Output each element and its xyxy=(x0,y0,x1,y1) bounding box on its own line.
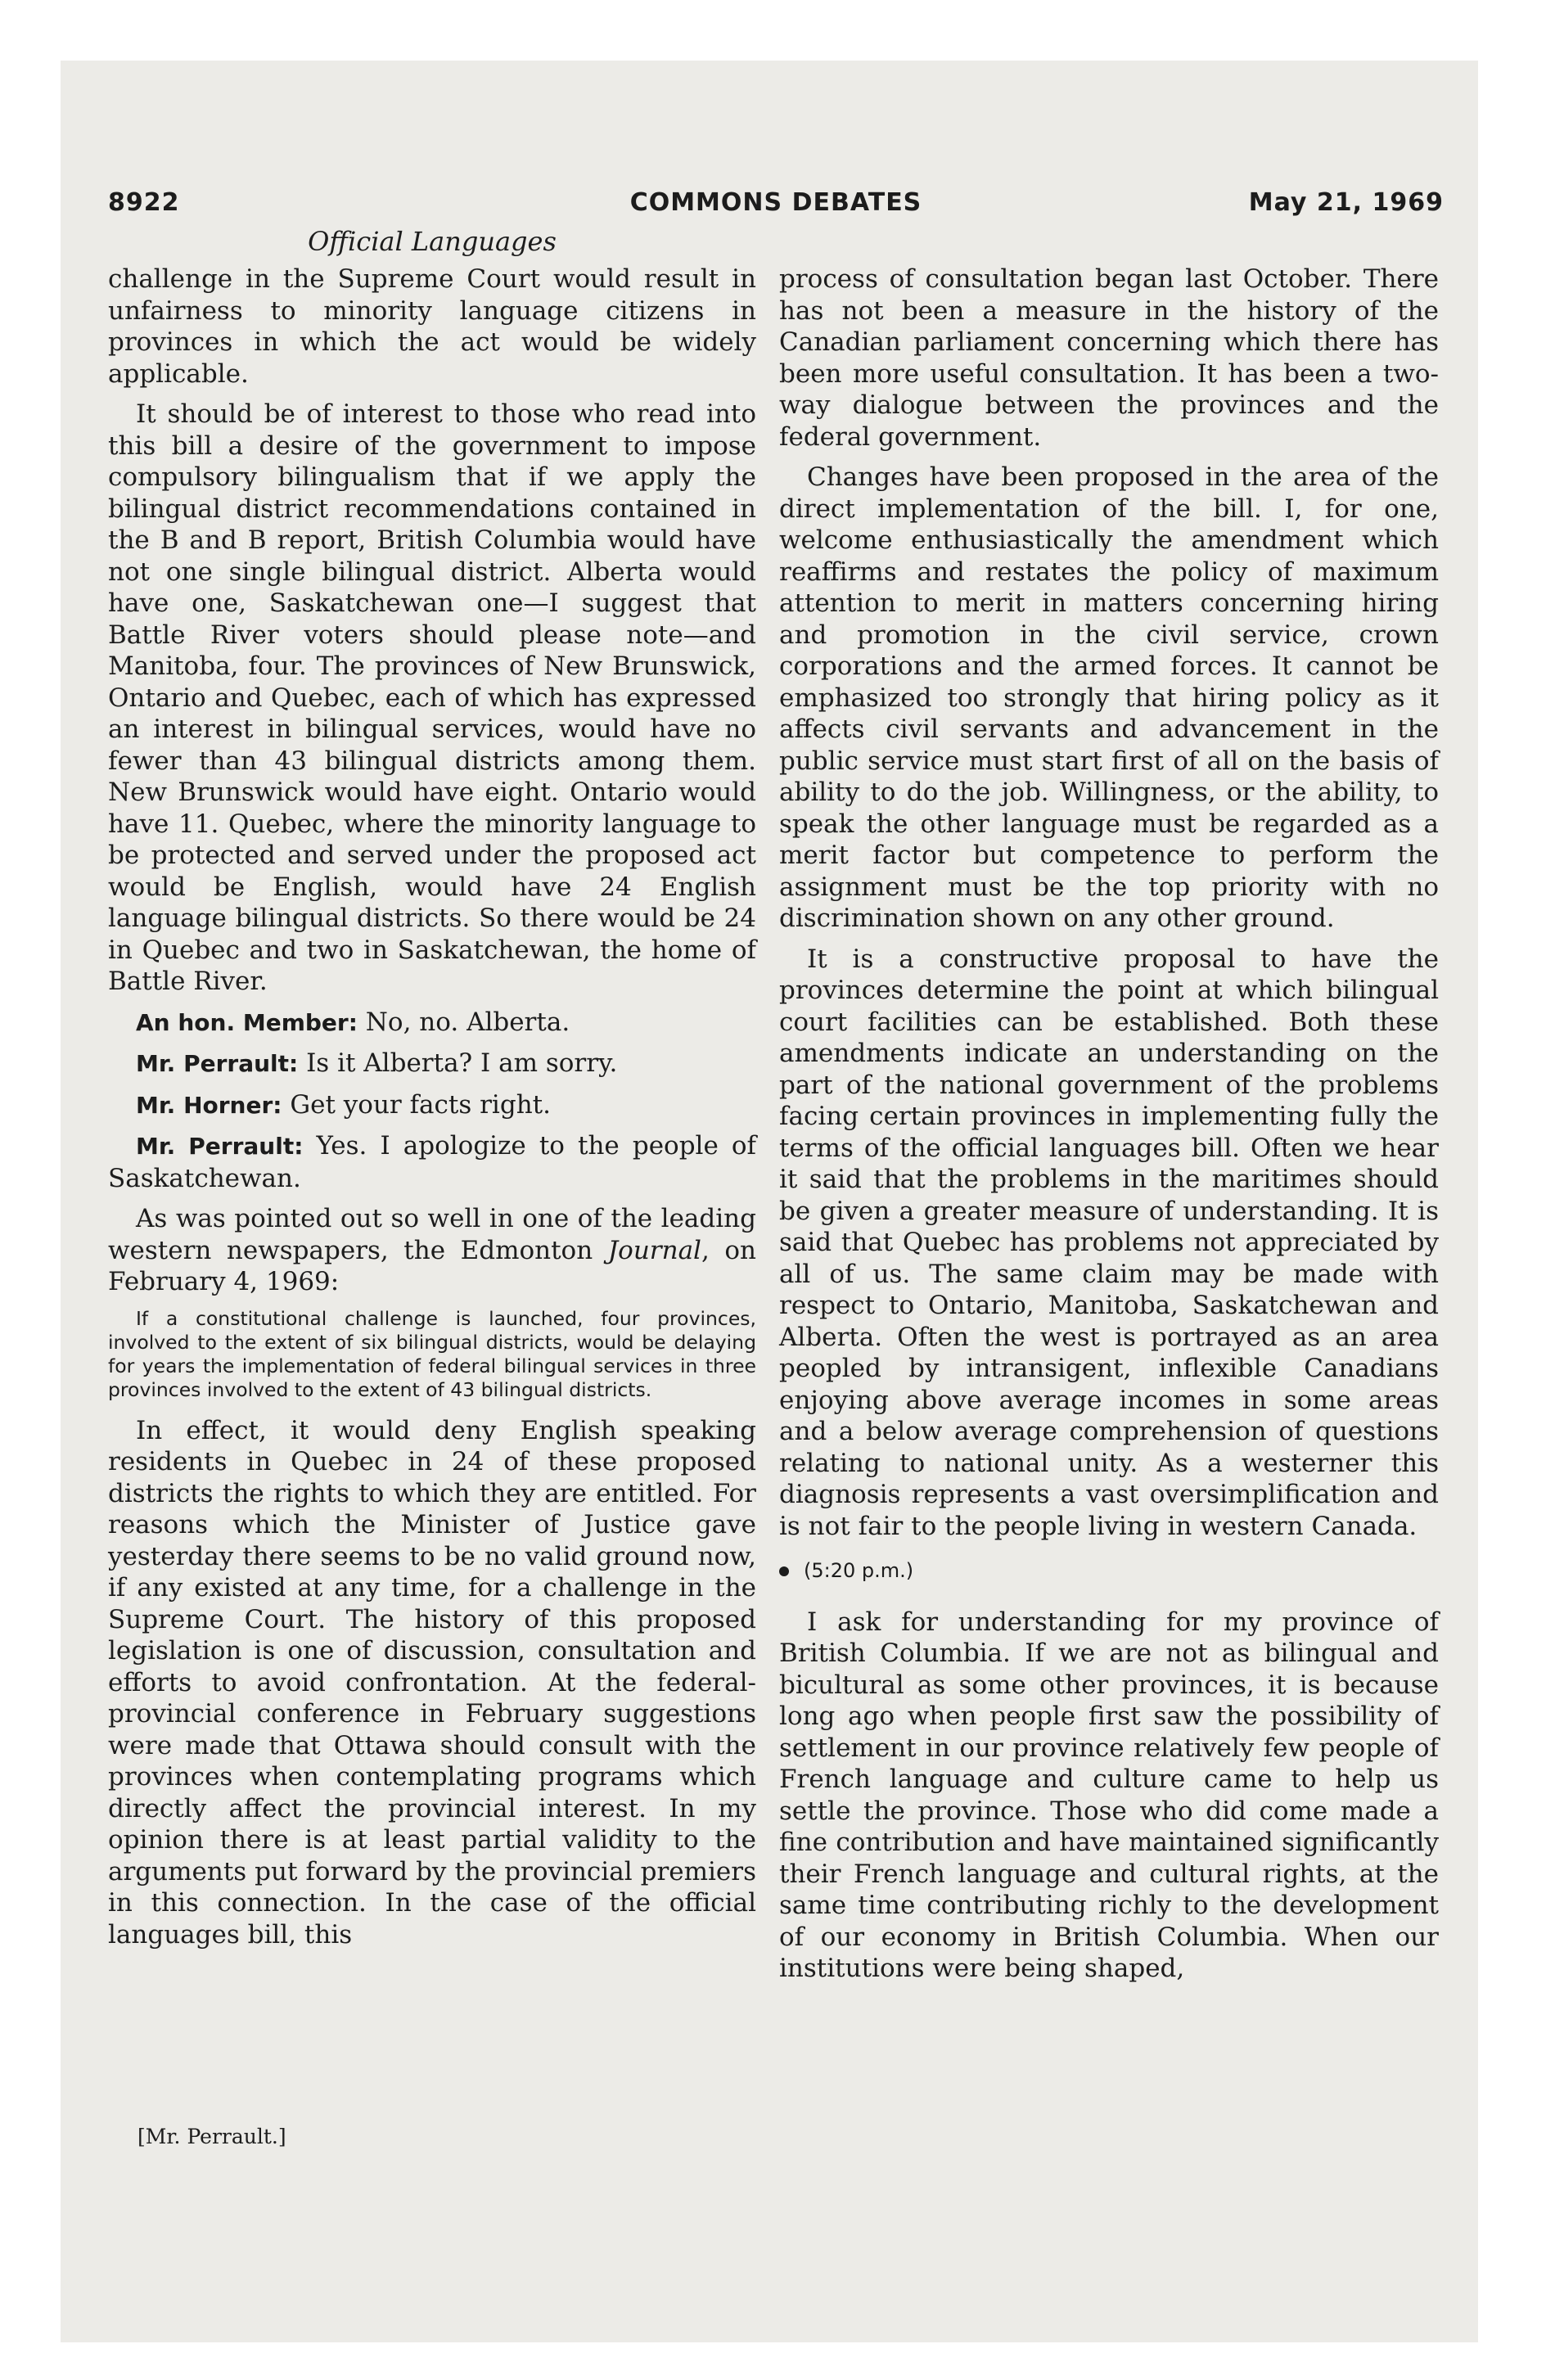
paragraph: challenge in the Supreme Court would result in unfairness to minority language citizens in provinces in which the act would be widely applicable. xyxy=(108,264,756,389)
paragraph: Changes have been proposed in the area of the direct implementation of the bill. I, for one, welcome enthusiastically the amendment which reaffirms and restates the policy of maximum attention to merit in matters concerning hiring and promotion in the civil service, crown corporations and the armed forces. It cannot be emphasized too strongly that hiring policy as it affects civil servants and advancement in the public service must start first of all on the basis of ability to do the job. Willingness, or the ability, to speak the other language must be regarded as a merit factor but competence to perform the assignment must be the top priority with no discrimination shown on any other ground. xyxy=(779,462,1439,933)
speaker-name: Mr. Perrault: xyxy=(136,1133,304,1160)
speech-text: Is it Alberta? I am sorry. xyxy=(306,1048,618,1078)
running-head xyxy=(108,188,1444,224)
bullet-icon xyxy=(779,1566,789,1576)
speaker-name: Mr. Horner: xyxy=(136,1091,282,1119)
page-number: 8922 xyxy=(108,188,180,217)
publication-date: May 21, 1969 xyxy=(1248,188,1444,217)
time-stamp xyxy=(779,1555,1439,1587)
speaker-name: Mr. Perrault: xyxy=(136,1050,299,1077)
journal-title: COMMONS DEBATES xyxy=(629,188,922,217)
speech-text: Get your facts right. xyxy=(290,1089,551,1120)
right-column xyxy=(779,264,1439,1994)
text-run: As was pointed out so well in one of the leading western newspapers, the Edmonton xyxy=(108,1204,756,1265)
text-run: , on February 4, 1969: xyxy=(108,1235,756,1296)
paragraph: In effect, it would deny English speaking residents in Quebec in 24 of these proposed districts the rights to which they are entitled. For reasons which the Minister of Justice gave yesterday there seems to be no valid ground now, if any existed at any time, for a challenge in the Supreme Court. The history of this proposed legislation is one of discussion, consultation and efforts to avoid confrontation. At the federal-provincial conference in February suggestions were made that Ottawa should consult with the provinces when contemplating programs which directly affect the provincial interest. In my opinion there is at least partial validity to the arguments put forward by the provincial premiers in this connection. In the case of the official languages bill, this xyxy=(108,1415,756,1950)
speech-text: No, no. Alberta. xyxy=(365,1007,570,1037)
paragraph: It is a constructive proposal to have the provinces determine the point at which bilingual court facilities can be established. Both these amendments indicate an understanding on the part of the national government of the problems facing certain provinces in implementing fully the terms of the official languages bill. Often we hear it said that the problems in the maritimes should be given a greater measure of understanding. It is said that Quebec has problems not appreciated by all of us. The same claim may be made with respect to Ontario, Manitoba, Saskatchewan and Alberta. Often the west is portrayed as an area peopled by intransigent, inflexible Canadians enjoying above average incomes in some areas and a below average comprehension of questions relating to national unity. As a westerner this diagnosis represents a vast oversimplification and is not fair to the people living in western Canada. xyxy=(779,944,1439,1541)
speech-line xyxy=(108,1089,756,1122)
paragraph: I ask for understanding for my province of British Columbia. If we are not as bilingual and bicultural as some other provinces, it is because long ago when people first saw the possibility of settlement in our province relatively few people of French language and culture came to help us settle the province. Those who did come made a fine contribution and have maintained significantly their French language and cultural rights, at the same time contributing richly to the development of our economy in British Columbia. When our institutions were being shaped, xyxy=(779,1607,1439,1983)
speech-line xyxy=(108,1130,756,1194)
newspaper-title: Journal xyxy=(607,1235,701,1265)
section-title: Official Languages xyxy=(308,226,557,257)
time-text: (5:20 p.m.) xyxy=(804,1559,914,1582)
left-column xyxy=(108,264,756,1959)
block-quote: If a constitutional challenge is launched, four provinces, involved to the extent of six bilingual districts, would be delaying for years the implementation of federal bilingual services in three provinces involved to the extent of 43 bilingual districts. xyxy=(108,1306,756,1401)
speech-text: Yes. I apologize to the people of Saskatchewan. xyxy=(108,1131,757,1193)
speaker-footer: [Mr. Perrault.] xyxy=(137,2125,286,2148)
paragraph: process of consultation began last October. There has not been a measure in the history of the Canadian parliament concerning which there has been more useful consultation. It has been a two-way dialogue between the provinces and the federal government. xyxy=(779,264,1439,452)
speech-line xyxy=(108,1048,756,1080)
paragraph xyxy=(108,1203,756,1298)
speech-line xyxy=(108,1007,756,1039)
paragraph: It should be of interest to those who read into this bill a desire of the government to impose compulsory bilingualism that if we apply the bilingual district recommendations contained in the B and B report, British Columbia would have not one single bilingual district. Alberta would have one, Saskatchewan one—I suggest that Battle River voters should please note—and Manitoba, four. The provinces of New Brunswick, Ontario and Quebec, each of which has expressed an interest in bilingual services, would have no fewer than 43 bilingual districts among them. New Brunswick would have eight. Ontario would have 11. Quebec, where the minority language to be protected and served under the proposed act would be English, would have 24 English language bilingual districts. So there would be 24 in Quebec and two in Saskatchewan, the home of Battle River. xyxy=(108,399,756,996)
speaker-name: An hon. Member: xyxy=(136,1008,358,1036)
